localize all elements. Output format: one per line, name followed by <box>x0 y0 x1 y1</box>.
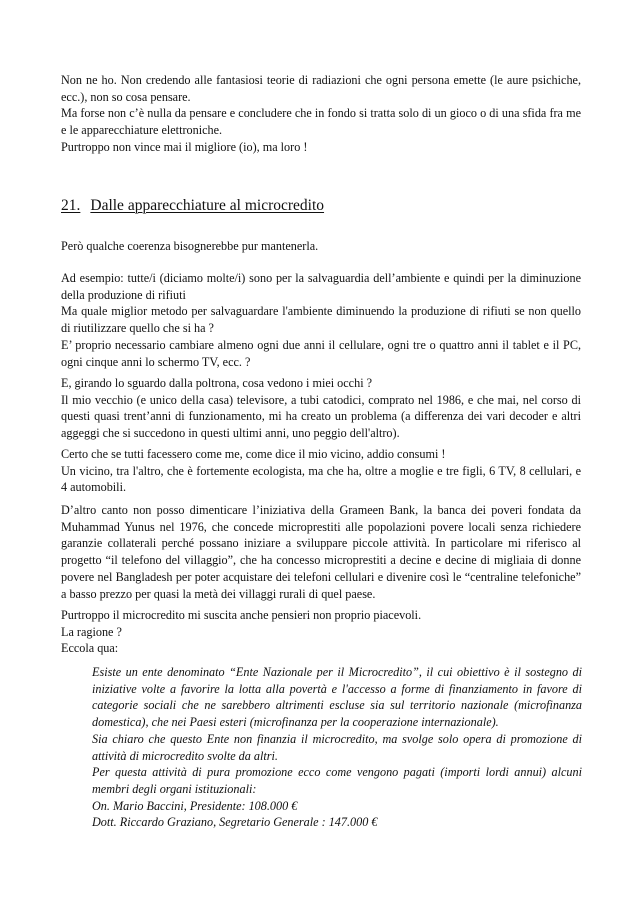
intro-paragraph-1: Non ne ho. Non credendo alle fantasiosi teorie di radiazioni che ogni persona emette (le aure psichiche, ecc.), non so cosa pensare. <box>61 73 581 104</box>
esempio-block <box>61 270 581 370</box>
paragraph-certo-2: Un vicino, tra l'altro, che è fortemente ecologista, ma che ha, oltre a moglie e tre figli, 6 TV, 8 cellulari, e 4 automobili. <box>61 463 581 495</box>
quote-paragraph-5: Dott. Riccardo Graziano, Segretario Generale : 147.000 € <box>92 815 378 830</box>
intro-paragraph-3: Purtroppo non vince mai il migliore (io), ma loro ! <box>61 139 308 154</box>
paragraph-coerenza: Però qualche coerenza bisognerebbe pur mantenerla. <box>61 239 319 253</box>
intro-block <box>61 72 581 156</box>
paragraph-esempio-1: Ad esempio: tutte/i (diciamo molte/i) sono per la salvaguardia dell’ambiente e quindi per la diminuzione della produzione di rifiuti <box>61 271 581 302</box>
paragraph-girando-2: Il mio vecchio (e unico della casa) televisore, a tubi catodici, comprato nel 1986, e che mai, nel corso di questi quasi trent’anni di funzionamento, mi ha creato un problema (a differenza dei vari decoder e altri aggeggi che si succedono in questi ultimi anni, uno peggio dell'altro). <box>61 392 581 441</box>
section-number: 21. <box>61 197 81 214</box>
certo-block <box>61 446 581 496</box>
section-title: Dalle apparecchiature al microcredito <box>90 197 325 214</box>
paragraph-girando-1: E, girando lo sguardo dalla poltrona, cosa vedono i miei occhi ? <box>61 376 373 390</box>
girando-block <box>61 375 581 442</box>
intro-paragraph-2: Ma forse non c’è nulla da pensare e concludere che in fondo si tratta solo di un gioco o di una sfida fra me e le apparecchiature elettroniche. <box>61 106 581 138</box>
paragraph-esempio-3: E’ proprio necessario cambiare almeno ogni due anni il cellulare, ogni tre o quattro anni il tablet e il PC, ogni cinque anni lo schermo TV, ecc. ? <box>61 337 581 369</box>
grameen-block <box>61 502 581 602</box>
purtroppo-block <box>61 607 581 657</box>
paragraph-purtroppo-2: La ragione ? <box>61 624 122 639</box>
paragraph-purtroppo-3: Eccola qua: <box>61 641 119 656</box>
coerenza-block <box>61 238 581 255</box>
quote-paragraph-1: Esiste un ente denominato “Ente Nazionale per il Microcredito”, il cui obiettivo è il sostegno di iniziative volte a favorire la lotta alla povertà e l'accesso a forme di finanziamento in favore di categorie sociali che ne sarebbero altrimenti escluse sia sul territorio nazionale (microfinanza domestica), che nei Paesi esteri (microfinanza per la cooperazione internazionale). <box>92 665 582 730</box>
section-heading <box>61 196 324 216</box>
paragraph-grameen: D’altro canto non posso dimenticare l’iniziativa della Grameen Bank, la banca dei poveri fondata da Muhammad Yunus nel 1976, che concede microprestiti alle popolazioni povere locali senza richiedere garanzie collaterali perché possano iniziare a sviluppare piccole attività. In particolare mi riferisco al progetto “il telefono del villaggio”, che ha concesso microprestiti a decine e decine di migliaia di donne povere nel Bangladesh per poter acquistare dei telefoni cellulari e divenire così le “centraline telefoniche” a basso prezzo per quasi la metà dei villaggi rurali di quel paese. <box>61 503 581 601</box>
paragraph-certo-1: Certo che se tutti facessero come me, come dice il mio vicino, addio consumi ! <box>61 447 446 461</box>
paragraph-esempio-2: Ma quale miglior metodo per salvaguardare l'ambiente diminuendo la produzione di rifiuti se non quello di riutilizzare quello che si ha ? <box>61 304 581 336</box>
paragraph-purtroppo-1: Purtroppo il microcredito mi suscita anche pensieri non proprio piacevoli. <box>61 608 422 622</box>
quote-paragraph-4: On. Mario Baccini, Presidente: 108.000 € <box>92 798 298 813</box>
quote-paragraph-3: Per questa attività di pura promozione ecco come vengono pagati (importi lordi annui) alcuni membri degli organi istituzionali: <box>92 765 582 796</box>
italic-quote-block <box>92 664 582 831</box>
quote-paragraph-2: Sia chiaro che questo Ente non finanzia il microcredito, ma svolge solo opera di promozione di attività di microcredito svolte da altri. <box>92 731 582 763</box>
